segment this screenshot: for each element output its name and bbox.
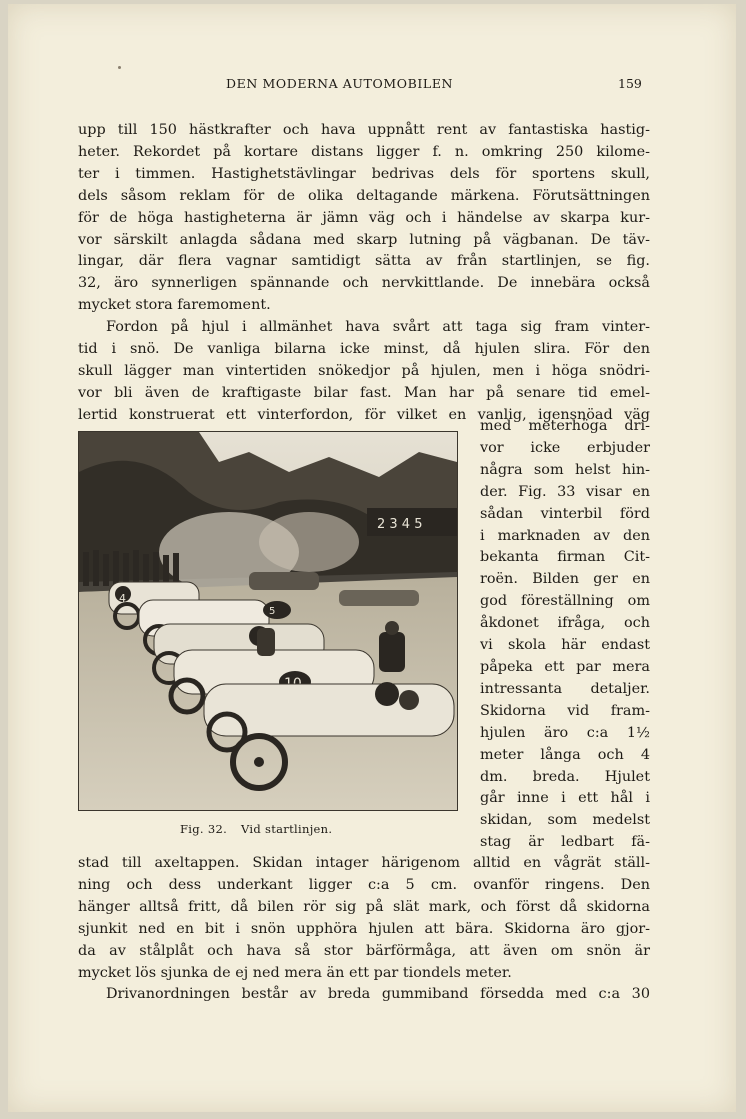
text-line: lingar, där flera vagnar samtidigt sätta av från startlinjen, se fig. xyxy=(78,253,650,270)
text-line: vi skola här endast xyxy=(480,637,650,654)
text-line: tid i snö. De vanliga bilarna icke minst, då hjulen slira. För den xyxy=(78,341,650,358)
text-line: skull lägger man vintertiden snökedjor på hjulen, men i höga snödri- xyxy=(78,362,650,379)
text-line: sådan vinterbil förd xyxy=(480,505,650,522)
body-text-top xyxy=(78,120,650,427)
side-column-text xyxy=(480,416,650,854)
text-line: lertid konstruerat ett vinterfordon, för vilket en vanlig, igensnöad väg xyxy=(78,406,650,423)
text-line: Skidorna vid fram- xyxy=(480,702,650,719)
body-text-bottom xyxy=(78,853,650,1006)
page-number: 159 xyxy=(618,76,642,91)
text-line: med meterhöga dri- xyxy=(480,418,650,434)
text-line: några som helst hin- xyxy=(480,461,650,478)
text-line: der. Fig. 33 visar en xyxy=(480,483,650,500)
text-line: hjulen äro c:a 1½ xyxy=(480,724,650,741)
text-line: mycket stora faremoment. xyxy=(78,297,271,314)
text-line: mycket lös sjunka de ej ned mera än ett par tiondels meter. xyxy=(78,964,512,981)
text-line: går inne i ett hål i xyxy=(480,790,650,807)
text-line: vor icke erbjuder xyxy=(480,439,650,456)
text-line: 32, äro synnerligen spännande och nervkittlande. De innebära också xyxy=(78,275,650,292)
text-line: da av stålplåt och hava så stor bärförmåga, att även om snön är xyxy=(78,942,650,959)
text-line: hänger alltså fritt, då bilen rör sig på slät mark, och först då skidorna xyxy=(78,898,650,915)
caption-text: Vid startlinjen. xyxy=(241,822,333,836)
text-line: god föreställning om xyxy=(480,593,650,610)
figure-caption xyxy=(180,822,332,836)
text-line: Fordon på hjul i allmänhet hava svårt att taga sig fram vinter- xyxy=(106,319,650,336)
car-number: 5 xyxy=(269,606,276,617)
text-line: intressanta detaljer. xyxy=(480,680,650,697)
text-line: dm. breda. Hjulet xyxy=(480,768,650,785)
text-line: dels såsom reklam för de olika deltagande märkena. Förutsättningen xyxy=(78,187,650,204)
caption-label: Fig. 32. xyxy=(180,822,228,836)
race-start-photo xyxy=(79,432,457,810)
ink-dot xyxy=(118,66,121,69)
text-line: i marknaden av den xyxy=(480,527,650,544)
scoreboard-text: 2 3 4 5 xyxy=(377,517,423,532)
text-line: bekanta firman Cit- xyxy=(480,549,650,566)
page-header xyxy=(8,76,736,98)
book-page xyxy=(8,4,736,1112)
text-line: påpeka ett par mera xyxy=(480,658,650,675)
text-line: stag är ledbart fä- xyxy=(480,834,650,851)
car-number: 4 xyxy=(119,592,126,605)
text-line: meter långa och 4 xyxy=(480,746,650,763)
text-line: Drivanordningen består av breda gummiband försedda med c:a 30 xyxy=(106,986,650,1003)
text-line: åkdonet ifråga, och xyxy=(480,615,650,632)
text-line: heter. Rekordet på kortare distans ligger f. n. omkring 250 kilome- xyxy=(78,143,650,160)
text-line: ning och dess underkant ligger c:a 5 cm. ovanför ringens. Den xyxy=(78,876,650,893)
text-line: vor bli även de kraftigaste bilar fast. Man har på senare tid emel- xyxy=(78,384,650,401)
text-line: ter i timmen. Hastighetstävlingar bedrivas dels för sportens skull, xyxy=(78,165,650,182)
text-line: skidan, som medelst xyxy=(480,812,650,829)
figure-photo-start-line xyxy=(78,431,458,811)
text-line: sjunkit ned en bit i snön upphöra hjulen att bära. Skidorna äro gjor- xyxy=(78,920,650,937)
text-line: stad till axeltappen. Skidan intager härigenom alltid en vågrät ställ- xyxy=(78,855,650,871)
text-line: för de höga hastigheterna är jämn väg och i händelse av skarpa kur- xyxy=(78,209,650,226)
text-line: roën. Bilden ger en xyxy=(480,571,650,588)
text-line: vor särskilt anlagda sådana med skarp lutning på vägbanan. De täv- xyxy=(78,231,650,248)
running-title: DEN MODERNA AUTOMOBILEN xyxy=(226,76,454,91)
text-line: upp till 150 hästkrafter och hava uppnått rent av fantastiska hastig- xyxy=(78,122,650,138)
